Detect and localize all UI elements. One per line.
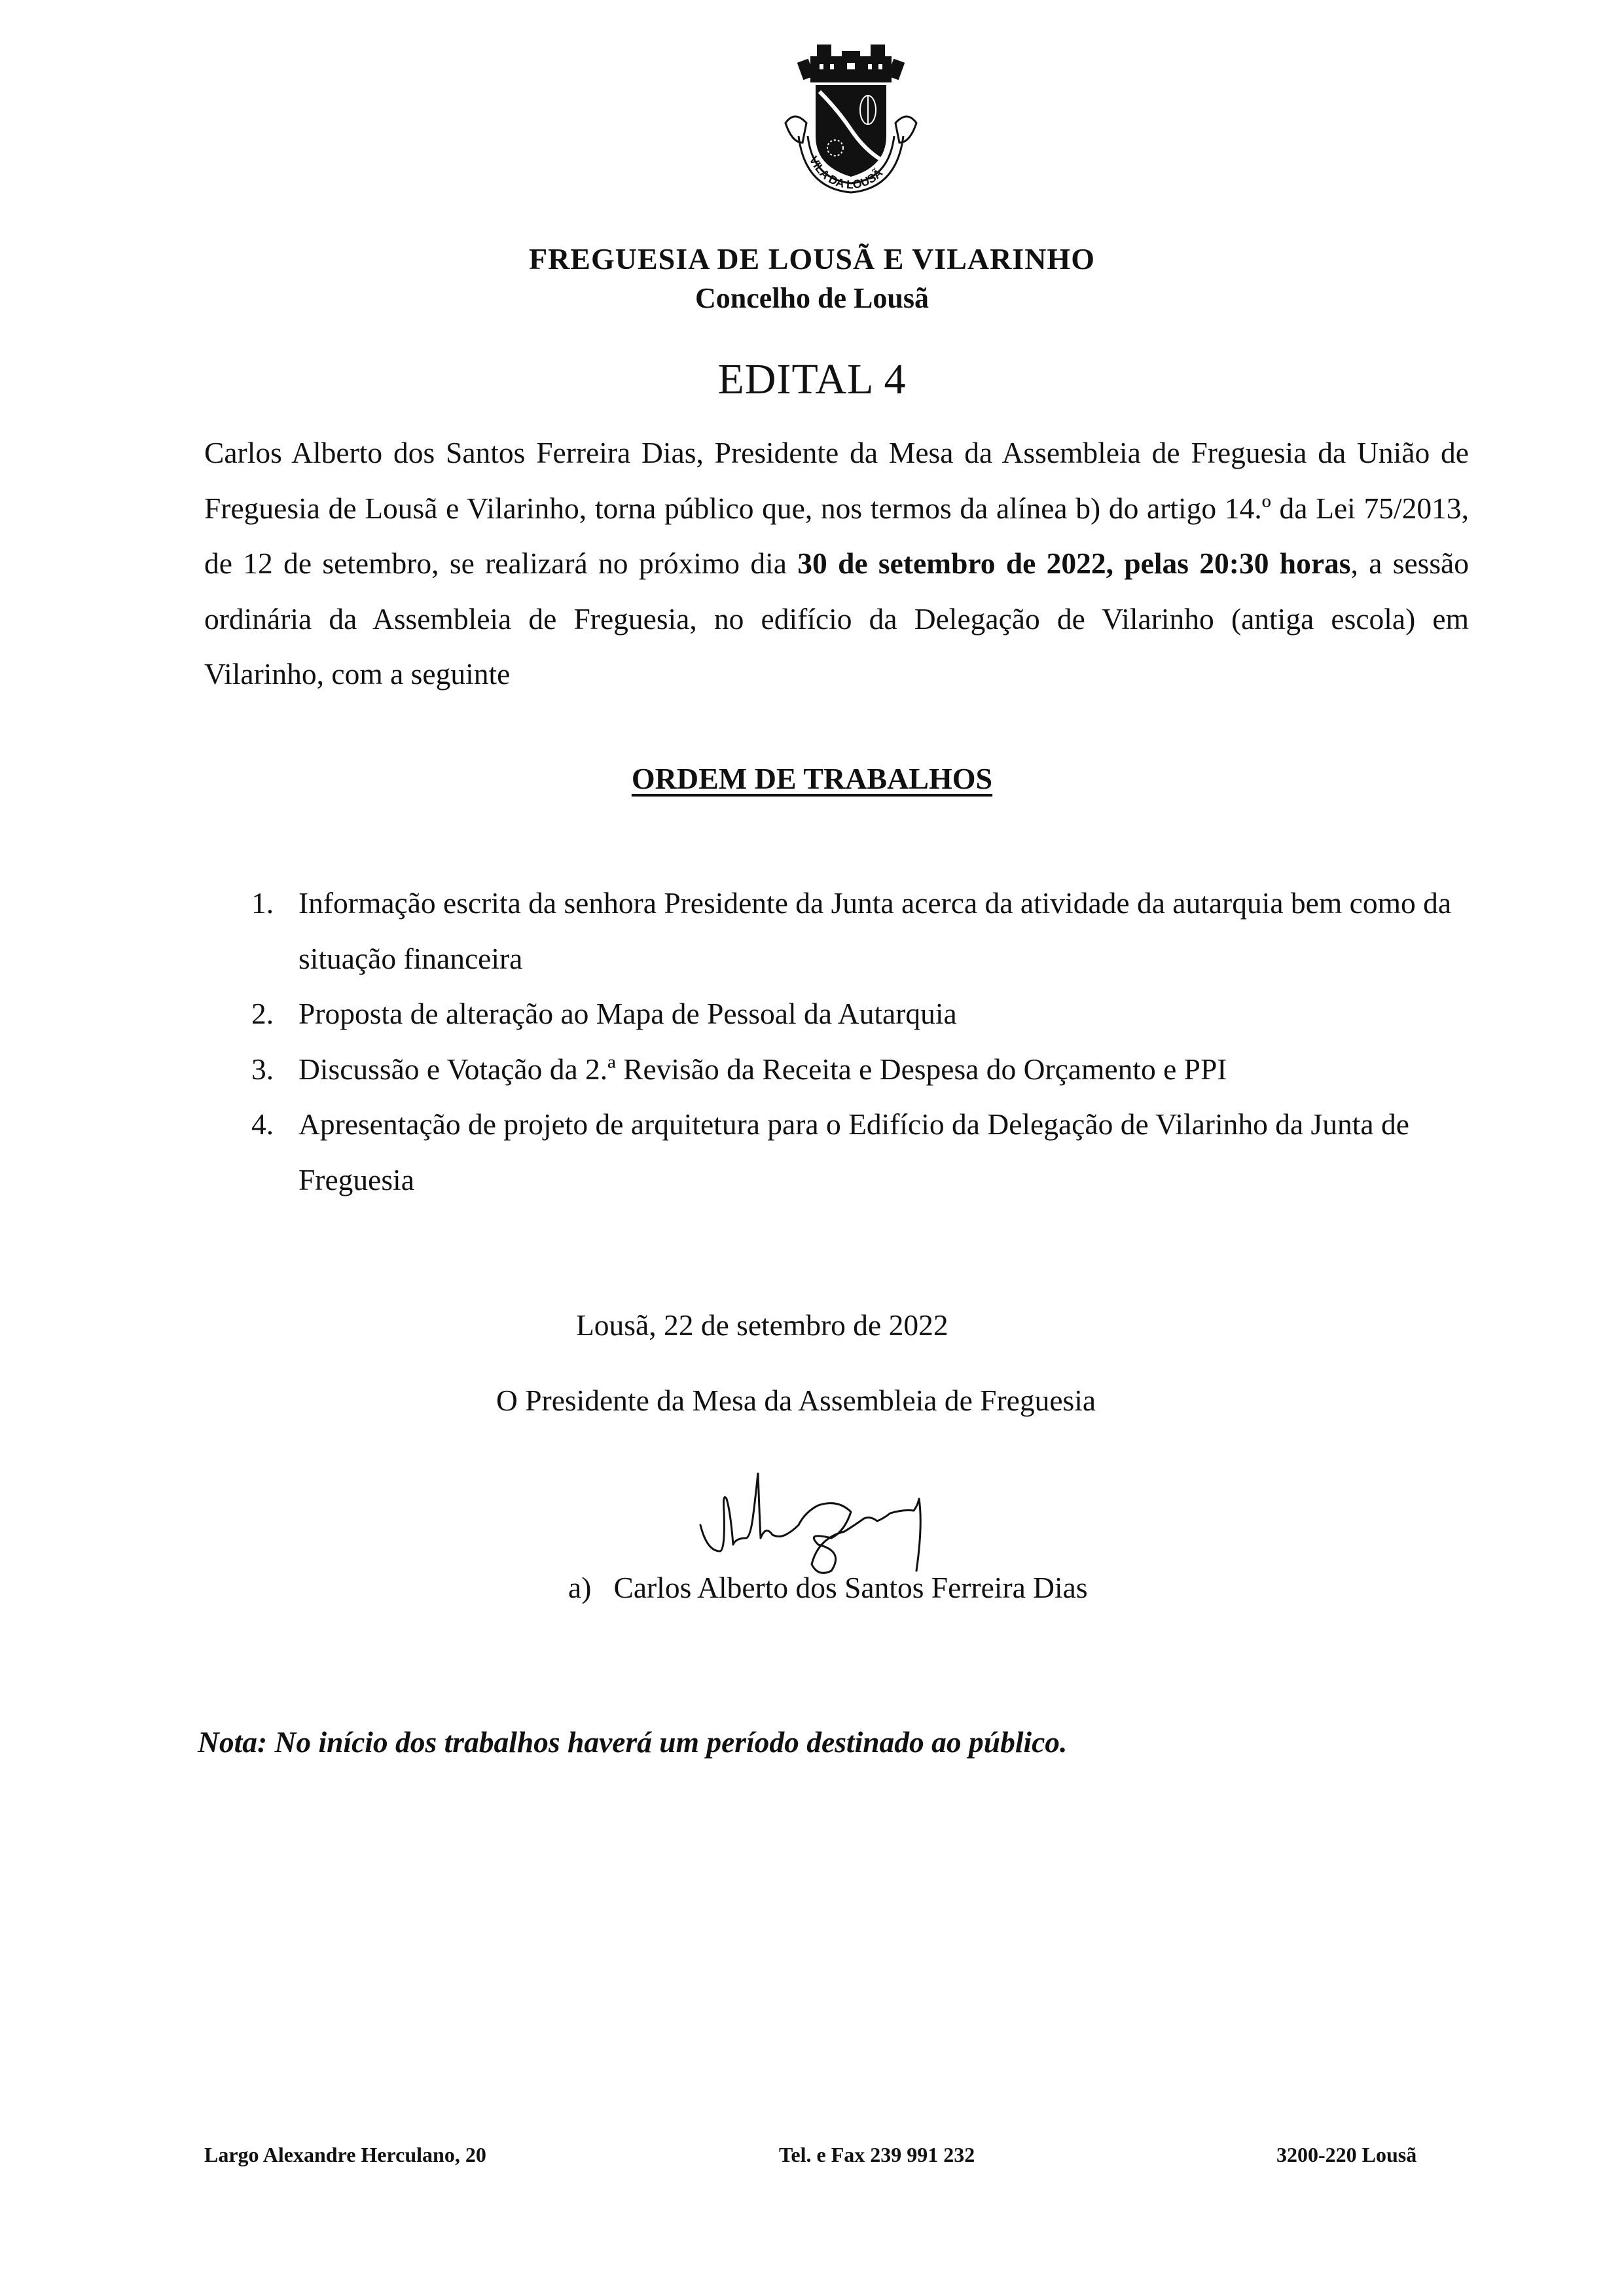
place-and-date: Lousã, 22 de setembro de 2022 xyxy=(576,1308,948,1342)
meeting-datetime: 30 de setembro de 2022, pelas 20:30 horas xyxy=(797,547,1351,580)
agenda-title-text: ORDEM DE TRABALHOS xyxy=(631,762,993,795)
handwritten-signature xyxy=(687,1473,1001,1577)
signer-role: O Presidente da Mesa da Assembleia de Freguesia xyxy=(496,1384,1096,1417)
agenda-item xyxy=(216,876,1469,986)
signer-prefix: a) xyxy=(568,1571,592,1604)
coat-of-arms-logo xyxy=(759,38,943,202)
footer-postal-code: 3200-220 Lousã xyxy=(1276,2143,1417,2166)
agenda-item-text: Discussão e Votação da 2.ª Revisão da Receita e Despesa do Orçamento e PPI xyxy=(298,1052,1227,1086)
municipality-name: Concelho de Lousã xyxy=(695,282,929,314)
agenda-item xyxy=(216,986,1469,1042)
agenda-item-number: 3. xyxy=(251,1052,274,1086)
signer-name-line xyxy=(568,1568,1088,1607)
public-period-note: Nota: No início dos trabalhos haverá um período destinado ao público. xyxy=(198,1725,1068,1759)
crest-motto: VILA DA LOUSÃ xyxy=(806,154,886,192)
organization-name: FREGUESIA DE LOUSÃ E VILARINHO xyxy=(528,242,1095,276)
agenda-item xyxy=(216,1097,1469,1208)
agenda-item-number: 1. xyxy=(251,886,274,920)
footer-phone: Tel. e Fax 239 991 232 xyxy=(779,2143,975,2166)
agenda-item xyxy=(216,1042,1469,1098)
paragraph-intro: Carlos Alberto dos Santos Ferreira Dias, Presidente da Mesa da Assembleia de Freguesia da União de Freguesia de Lousã e Vilarinho, torna público que, nos termos da alínea b) do artigo 14.º da Lei 75/2013, de 12 de setembro, se realizará no próximo dia xyxy=(204,436,1469,580)
agenda-list xyxy=(216,876,1469,1208)
signer-name: Carlos Alberto dos Santos Ferreira Dias xyxy=(613,1571,1088,1604)
agenda-item-text: Proposta de alteração ao Mapa de Pessoal da Autarquia xyxy=(298,997,957,1030)
footer-address: Largo Alexandre Herculano, 20 xyxy=(204,2143,486,2166)
crest-icon xyxy=(759,38,943,202)
announcement-paragraph xyxy=(204,425,1469,702)
document-title: EDITAL 4 xyxy=(717,355,907,403)
agenda-item-number: 4. xyxy=(251,1107,274,1141)
agenda-item-number: 2. xyxy=(251,997,274,1030)
agenda-item-text: Apresentação de projeto de arquitetura para o Edifício da Delegação de Vilarinho da Junta de Freguesia xyxy=(298,1107,1409,1196)
signature-icon xyxy=(687,1473,1001,1577)
agenda-item-text: Informação escrita da senhora Presidente da Junta acerca da atividade da autarquia bem como da situação financeira xyxy=(298,886,1452,975)
agenda-title xyxy=(0,759,1624,798)
paragraph-outro: , a sessão ordinária da Assembleia de Freguesia, no edifício da Delegação de Vilarinho (antiga escola) em Vilarinho, com a seguinte xyxy=(204,547,1469,691)
